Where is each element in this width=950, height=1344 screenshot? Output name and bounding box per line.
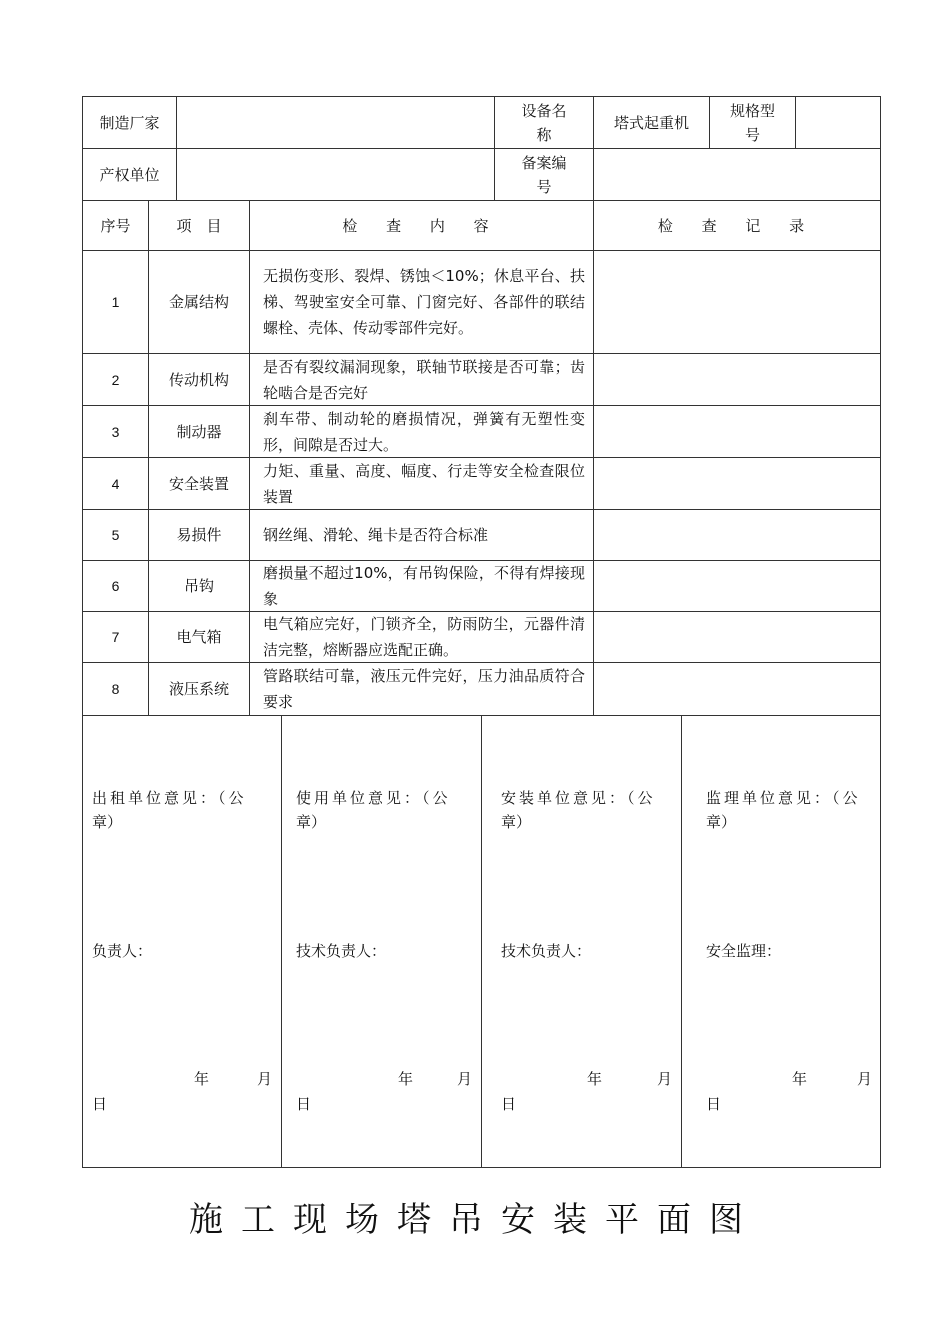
row-content: 磨损量不超过10%，有吊钩保险，不得有焊接现象 [263,564,585,608]
signature-opinion[interactable] [706,786,876,834]
signature-month: 月 [457,1070,473,1088]
row-content: 无损伤变形、裂焊、锈蚀＜10%；休息平台、扶梯、驾驶室安全可靠、门窗完好、各部件的联结螺栓、壳体、传动零部件完好。 [263,267,585,337]
opinion-line2: 章） [296,813,327,831]
row-record[interactable] [594,354,880,405]
column-header-item: 项 目 [176,216,222,235]
row-content: 刹车带、制动轮的磨损情况，弹簧有无塑性变形，间隙是否过大。 [263,409,585,454]
opinion-line2: 章） [501,813,532,831]
signature-day: 日 [501,1095,517,1113]
row-no: 4 [111,475,120,492]
device-name-label [495,97,593,148]
row-item: 金属结构 [168,293,229,311]
border-bottom [82,1167,881,1168]
model-label-line1: 规格型 [729,101,775,120]
signature-month: 月 [857,1070,873,1088]
row-record[interactable] [594,663,880,715]
model-value[interactable] [796,97,880,148]
opinion-line1: 监理单位意见：（公 [706,789,861,807]
model-label-line2: 号 [744,125,760,144]
model-label [710,97,795,148]
opinion-line1: 安装单位意见：（公 [501,789,656,807]
owner-label: 产权单位 [99,165,160,184]
signature-day: 日 [296,1095,312,1113]
row-item: 传动机构 [168,370,229,389]
row-item: 电气箱 [176,628,222,646]
rule [481,715,482,1167]
row-item: 吊钩 [183,577,214,595]
row-record[interactable] [594,251,880,353]
signature-opinion[interactable] [296,786,476,834]
signature-year: 年 [792,1070,808,1088]
signature-year: 年 [398,1070,414,1088]
border-right [880,96,881,1168]
opinion-line1: 使用单位意见：（公 [296,789,451,807]
row-item: 安全装置 [168,474,229,493]
signature-month: 月 [257,1070,273,1088]
opinion-line2: 章） [706,813,737,831]
row-item: 制动器 [176,422,222,441]
signature-opinion[interactable] [501,786,676,834]
row-no: 2 [111,371,120,388]
owner-value[interactable] [177,149,494,200]
manufacturer-value[interactable] [177,97,494,148]
signature-year: 年 [587,1070,603,1088]
row-record[interactable] [594,561,880,611]
signature-month: 月 [657,1070,673,1088]
row-no: 3 [111,423,120,440]
opinion-line2: 章） [92,813,123,831]
manufacturer-label: 制造厂家 [99,113,160,132]
row-record[interactable] [594,406,880,457]
row-no: 1 [111,294,120,310]
row-item: 易损件 [176,526,222,544]
row-record[interactable] [594,458,880,509]
device-name-label-line1: 设备名 [521,101,567,120]
signature-opinion[interactable] [92,786,274,834]
record-no-label [495,149,593,200]
row-record[interactable] [594,612,880,662]
signature-person[interactable]: 技术负责人： [296,942,387,960]
signature-person[interactable]: 安全监理： [706,942,782,960]
row-no: 5 [111,527,120,543]
row-no: 7 [111,629,120,645]
row-item: 液压系统 [168,680,229,698]
record-no-label-line1: 备案编 [521,153,567,172]
row-content: 是否有裂纹漏洞现象，联轴节联接是否可靠；齿轮啮合是否完好 [263,357,585,402]
record-no-value[interactable] [594,149,880,200]
column-header-record: 检 查 记 录 [657,216,817,235]
record-no-label-line2: 号 [536,177,552,196]
rule [281,715,282,1167]
row-content: 钢丝绳、滑轮、绳卡是否符合标准 [263,526,489,544]
device-name-label-line2: 称 [536,125,552,144]
signature-day: 日 [706,1095,722,1113]
row-no: 6 [111,578,120,594]
column-header-content: 检 查 内 容 [342,216,501,235]
row-record[interactable] [594,510,880,560]
row-content: 电气箱应完好，门锁齐全，防雨防尘，元器件清洁完整，熔断器应选配正确。 [263,615,585,659]
signature-day: 日 [92,1095,108,1113]
opinion-line1: 出租单位意见：（公 [92,789,247,807]
row-no: 8 [111,681,120,697]
row-content: 力矩、重量、高度、幅度、行走等安全检查限位装置 [263,461,585,506]
row-content: 管路联结可靠，液压元件完好，压力油品质符合要求 [263,667,585,711]
rule [681,715,682,1167]
page-title: 施工现场塔吊安装平面图 [189,1200,761,1240]
column-header-no: 序号 [100,216,131,235]
signature-person[interactable]: 技术负责人： [501,942,592,960]
device-name-value: 塔式起重机 [613,113,689,132]
signature-person[interactable]: 负责人： [92,942,153,960]
signature-year: 年 [194,1070,210,1088]
